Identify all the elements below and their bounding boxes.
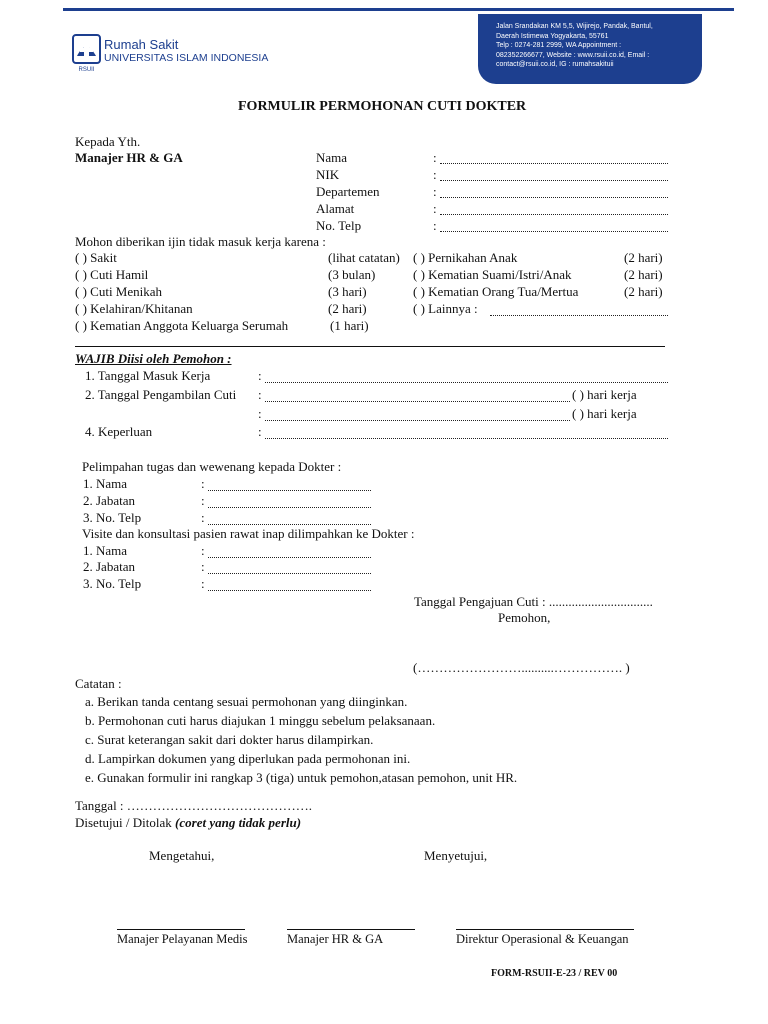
visite-nama-label: 1. Nama [83,543,128,558]
hari-kerja-label[interactable]: ( ) hari kerja [572,406,637,421]
address-line: Jalan Srandakan KM 5,5, Wijirejo, Pandak, Bantul, [496,23,653,30]
address-line: Telp : 0274-281 2999, WA Appointment : [496,42,622,50]
address-line: 082352266677, Website : www.rsuii.co.id, Email : [496,51,650,59]
field-label-telp: No. Telp [316,218,362,233]
tanggal-pengambilan-label: 2. Tanggal Pengambilan Cuti [85,387,237,402]
field-label-departemen: Departemen [316,184,380,199]
leave-option-kematian-suami[interactable]: ( ) Kematian Suami/Istri/Anak [413,267,572,282]
pelimpahan-nama-label: 1. Nama [83,476,128,491]
form-code: FORM-RSUII-E-23 / REV 00 [491,968,618,979]
field-label-nik: NIK [316,167,340,182]
catatan-item: e. Gunakan formulir ini rangkap 3 (tiga) untuk pemohon,atasan pemohon, unit HR. [85,770,518,785]
catatan-item: c. Surat keterangan sakit dari dokter harus dilampirkan. [85,732,374,747]
leave-option-kelahiran[interactable]: ( ) Kelahiran/Khitanan [75,301,193,316]
hari-kerja-label[interactable]: ( ) hari kerja [572,387,637,402]
leave-duration: (3 hari) [328,284,367,299]
colon: : [258,387,262,402]
header-address-box [478,14,702,84]
colon: : [433,150,437,165]
coret-note: (coret yang tidak perlu) [175,815,302,830]
colon: : [201,576,205,591]
pelimpahan-jabatan-label: 2. Jabatan [83,493,135,508]
catatan-heading: Catatan : [75,676,122,691]
colon: : [433,167,437,182]
leave-option-cuti-hamil[interactable]: ( ) Cuti Hamil [75,267,149,282]
menyetujui-label: Menyetujui, [424,848,488,863]
address-line: contact@rsuii.co.id, IG : rumahsakituii [496,61,614,69]
tanggal-pengajuan-label[interactable]: Tanggal Pengajuan Cuti : ................................ [414,594,653,609]
signatory-manajer-pelayanan: Manajer Pelayanan Medis [117,932,248,946]
leave-option-sakit[interactable]: ( ) Sakit [75,250,117,265]
university-name: UNIVERSITAS ISLAM INDONESIA [104,52,269,64]
leave-option-kematian-serumah[interactable]: ( ) Kematian Anggota Keluarga Serumah [75,318,289,333]
colon: : [258,424,262,439]
leave-duration: (2 hari) [624,284,663,299]
alamat-input-line[interactable] [440,204,668,215]
colon: : [201,543,205,558]
address-line: Daerah Istimewa Yogyakarta, 55761 [496,32,609,40]
pelimpahan-jabatan-input-line[interactable] [208,497,371,508]
hospital-logo-icon [72,34,101,74]
keperluan-label: 4. Keperluan [85,424,153,439]
visite-heading: Visite dan konsultasi pasien rawat inap dilimpahkan ke Dokter : [82,526,415,541]
leave-duration: (1 hari) [330,318,369,333]
colon: : [433,218,437,233]
catatan-item: d. Lampirkan dokumen yang diperlukan pada permohonan ini. [85,751,411,766]
leave-option-kematian-ortu[interactable]: ( ) Kematian Orang Tua/Mertua [413,284,579,299]
departemen-input-line[interactable] [440,187,668,198]
approval-status [75,815,301,831]
tanggal-masuk-label: 1. Tanggal Masuk Kerja [85,368,211,383]
wajib-heading: WAJIB Diisi oleh Pemohon : [75,351,232,366]
tanggal-masuk-input-line[interactable] [265,372,668,383]
leave-duration: (lihat catatan) [328,250,400,265]
leave-option-pernikahan-anak[interactable]: ( ) Pernikahan Anak [413,250,518,265]
signatory-manajer-hr: Manajer HR & GA [287,932,384,946]
logo-sub-text: RSUII [78,67,95,73]
tanggal-pengambilan-input-line-2[interactable] [265,410,570,421]
leave-intro: Mohon diberikan ijin tidak masuk kerja karena : [75,234,326,249]
colon: : [258,406,262,421]
lainnya-input-line[interactable] [490,305,668,316]
visite-jabatan-label: 2. Jabatan [83,559,135,574]
visite-jabatan-input-line[interactable] [208,563,371,574]
signature-line[interactable] [117,929,245,930]
pelimpahan-heading: Pelimpahan tugas dan wewenang kepada Dokter : [82,459,342,474]
pemohon-signature-line[interactable]: (……………………..........……………. ) [413,660,630,675]
visite-telp-input-line[interactable] [208,580,371,591]
catatan-item: a. Berikan tanda centang sesuai permohonan yang diinginkan. [85,694,408,709]
mengetahui-label: Mengetahui, [149,848,215,863]
pelimpahan-telp-label: 3. No. Telp [83,510,142,525]
form-title: FORMULIR PERMOHONAN CUTI DOKTER [238,99,527,114]
colon: : [258,368,262,383]
signature-line[interactable] [456,929,634,930]
signatory-direktur: Direktur Operasional & Keuangan [456,932,629,946]
leave-option-cuti-menikah[interactable]: ( ) Cuti Menikah [75,284,163,299]
leave-duration: (2 hari) [624,250,663,265]
colon: : [433,201,437,216]
colon: : [201,510,205,525]
header-top-line [63,8,734,11]
visite-telp-label: 3. No. Telp [83,576,142,591]
leave-duration: (2 hari) [624,267,663,282]
nik-input-line[interactable] [440,170,668,181]
colon: : [433,184,437,199]
signature-line[interactable] [287,929,415,930]
pemohon-label: Pemohon, [498,610,551,625]
hospital-name: Rumah Sakit [104,37,179,52]
nama-input-line[interactable] [440,153,668,164]
visite-nama-input-line[interactable] [208,547,371,558]
section-divider [75,346,665,347]
colon: : [201,476,205,491]
tanggal-label[interactable]: Tanggal : ……………………………………. [75,798,313,813]
keperluan-input-line[interactable] [265,428,668,439]
telp-input-line[interactable] [440,221,668,232]
catatan-item: b. Permohonan cuti harus diajukan 1 minggu sebelum pelaksanaan. [85,713,436,728]
manajer-label: Manajer HR & GA [75,150,183,165]
colon: : [201,493,205,508]
colon: : [201,559,205,574]
disetujui-ditolak-label: Disetujui / Ditolak [75,815,176,830]
field-label-nama: Nama [316,150,348,165]
leave-option-lainnya[interactable]: ( ) Lainnya : [413,301,478,316]
field-label-alamat: Alamat [316,201,355,216]
leave-duration: (2 hari) [328,301,367,316]
tanggal-pengambilan-input-line[interactable] [265,391,570,402]
pelimpahan-nama-input-line[interactable] [208,480,371,491]
leave-duration: (3 bulan) [328,267,376,282]
pelimpahan-telp-input-line[interactable] [208,514,371,525]
kepada-label: Kepada Yth. [75,134,141,149]
